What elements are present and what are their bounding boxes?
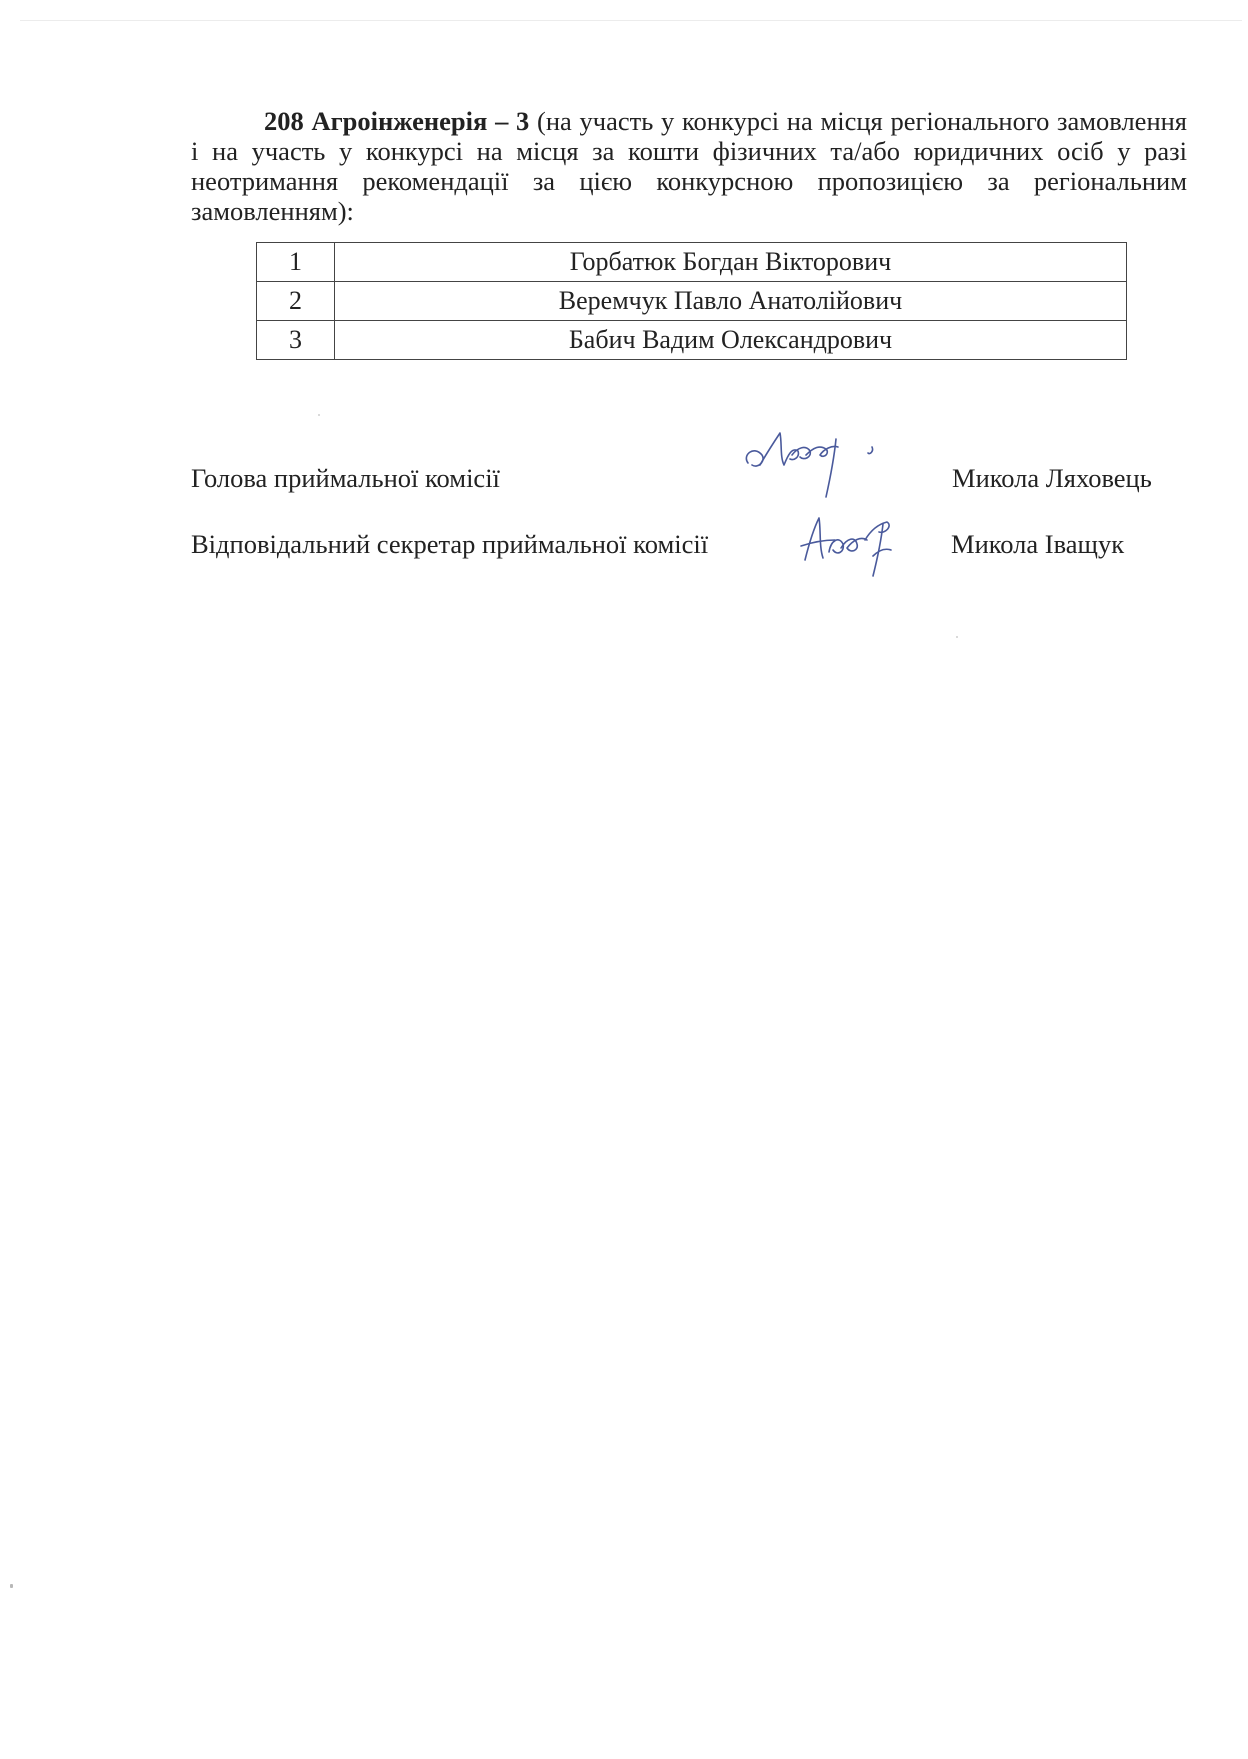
paragraph-text: (на участь у конкурсі на місця регіонального замовлення і на участь у конкурсі на місця за кошти фізичних та/або юридичних осіб у разі неотримання рекомендації за цією конкурсною пропозицією за регіональним замовленням):	[191, 106, 1187, 226]
specialty-heading: 208 Агроінженерія – 3	[264, 106, 530, 136]
table-row	[257, 282, 1127, 321]
row-number: 1	[257, 243, 335, 282]
row-number: 2	[257, 282, 335, 321]
secretary-name: Микола Іващук	[951, 529, 1125, 559]
row-number: 3	[257, 321, 335, 360]
table-row	[257, 243, 1127, 282]
table-row	[257, 321, 1127, 360]
applicant-name: Горбатюк Богдан Вікторович	[335, 243, 1127, 282]
applicants-table	[256, 242, 1127, 360]
scan-speck	[956, 636, 958, 638]
secretary-handwritten-signature	[795, 500, 910, 580]
scan-speck	[318, 414, 320, 416]
chair-handwritten-signature	[740, 425, 885, 505]
chair-role: Голова приймальної комісії	[191, 463, 500, 493]
secretary-role: Відповідальний секретар приймальної комісії	[191, 529, 709, 559]
scan-edge-line	[20, 20, 1242, 21]
body-paragraph	[191, 106, 1187, 226]
scan-speck	[10, 1584, 13, 1588]
chair-name: Микола Ляховець	[952, 463, 1152, 493]
applicant-name: Бабич Вадим Олександрович	[335, 321, 1127, 360]
applicant-name: Веремчук Павло Анатолійович	[335, 282, 1127, 321]
